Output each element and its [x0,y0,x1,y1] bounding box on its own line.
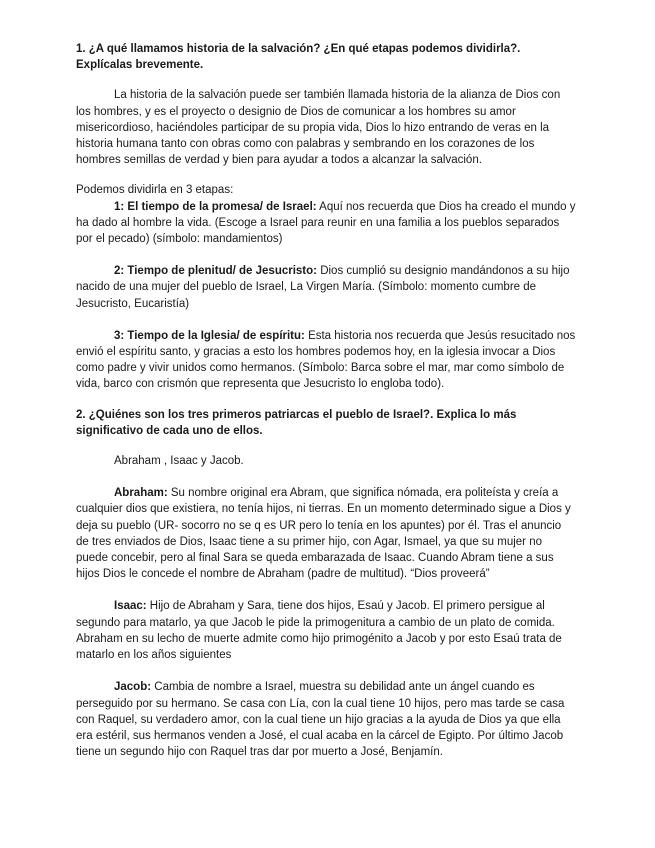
patriarch-names: Abraham , Isaac y Jacob. [114,455,244,468]
question-1: 1. ¿A qué llamamos historia de la salvación? ¿En qué etapas podemos dividirla?. Explícalas brevemente. [76,43,521,72]
stage-3-paragraph [76,328,576,393]
abraham-paragraph [76,485,576,582]
abraham-text: Su nombre original era Abram, que significa nómada, era politeísta y creía a cualquier dios que existiera, no tenía hijos, ni tierras. En un momento determinado sigue a Dios y deja su pueblo (UR- socorro no se q es UR pero lo tenía en los apuntes) por él. Tras el anuncio de tres enviados de Dios, Isaac tiene a su primer hijo, con Agar, Ismael, ya que su mujer no puede concebir, pero al final Sara se queda embarazada de Isaac. Cuando Abram tiene a sus hijos Dios le concede el nombre de Abraham (padre de multitud). “Dios proveerá” [76,487,571,581]
stage-1-text: Aquí nos recuerda que Dios ha creado el mundo y ha dado al hombre la vida. (Escoge a Israel para reunir en una familia a los pueblos separados por el pecado) (símbolo: mandamientos) [76,200,576,246]
q1-intro-paragraph: La historia de la salvación puede ser también llamada historia de la alianza de Dios con los hombres, y es el proyecto o designio de Dios de comunicar a los hombres su amor misericordioso, haciéndoles participar de su propia vida, Dios lo hizo entrando de veras en la historia humana tanto con obras como con palabras y sembrando en los corazones de los hombres semillas de verdad y bien para ayudar a todos a alcanzar la salvación. [76,89,561,167]
stage-1-label: 1: El tiempo de la promesa/ de Israel: [114,200,317,213]
jacob-text: Cambia de nombre a Israel, muestra su debilidad ante un ángel cuando es perseguido por su hermano. Se casa con Lía, con la cual tiene 10 hijos, pero mas tarde se casa con Raquel, su verdadero amor, con la cual tiene un hijo gracias a la ayuda de Dios ya que ella era estéril, sus hermanos venden a José, el cual acaba en la cárcel de Egipto. Por último Jacob tiene un segundo hijo con Raquel tras dar por muerto a José, Benjamín. [76,681,565,759]
stage-2-text: Dios cumplió su designio mandándonos a su hijo nacido de una mujer del pueblo de Israel, La Virgen María. (Símbolo: momento cumbre de Jesucristo, Eucaristía) [76,265,570,310]
abraham-label: Abraham: [114,487,168,500]
document-page [76,41,576,760]
jacob-paragraph [76,679,576,760]
stage-2-paragraph [76,263,576,312]
stages-intro: Podemos dividirla en 3 etapas: [76,184,234,197]
stage-3-text: Esta historia nos recuerda que Jesús resucitado nos envió el espíritu santo, y gracias a esto los hombres podemos hoy, en la iglesia invocar a Dios como padre y vivir unidos como hermanos. (Símbolo: Barca sobre el mar, mar como símbolo de vida, barco con crismón que representa que Jesucristo lo engloba todo). [76,329,576,391]
isaac-paragraph [76,598,576,663]
isaac-text: Hijo de Abraham y Sara, tiene dos hijos, Esaú y Jacob. El primero persigue al segundo para matarlo, ya que Jacob le pide la primogenitura a cambio de un plato de comida. Abraham en su lecho de muerte admite como hijo primogénito a Jacob y por esto Esaú trata de matarlo en los años siguientes [76,600,562,662]
stage-3-label: 3: Tiempo de la Iglesia/ de espíritu: [114,329,305,342]
jacob-label: Jacob: [114,681,152,694]
isaac-label: Isaac: [114,600,147,613]
stage-1-paragraph [76,199,576,248]
question-2: 2. ¿Quiénes son los tres primeros patriarcas el pueblo de Israel?. Explica lo más significativo de cada uno de ellos. [76,408,517,437]
stage-2-label: 2: Tiempo de plenitud/ de Jesucristo: [114,265,317,278]
